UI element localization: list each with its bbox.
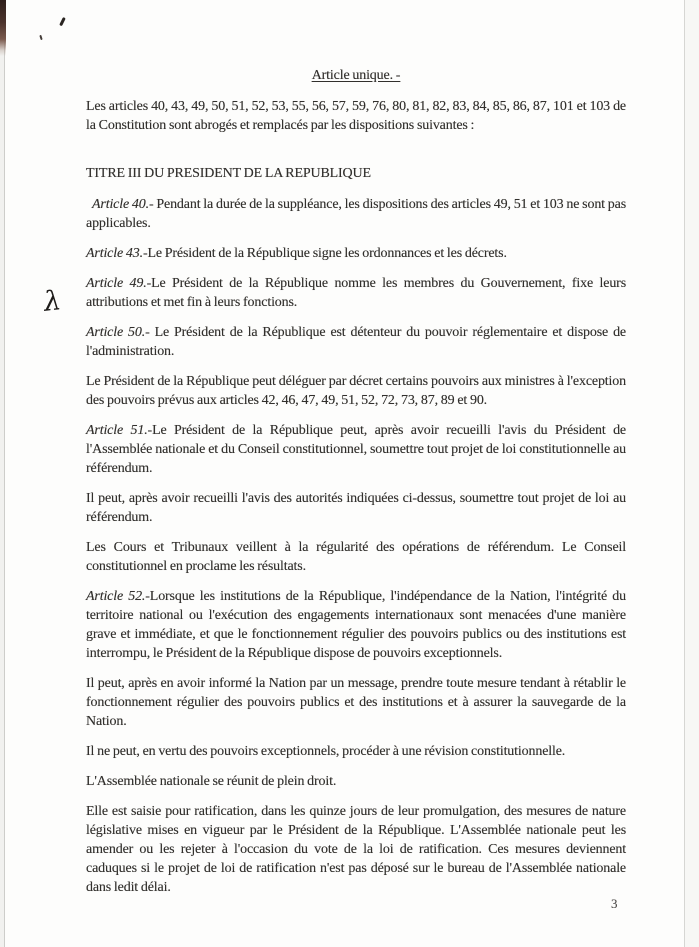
article-40-lead: Article 40.-: [92, 197, 154, 212]
paragraph-article-49: [86, 274, 626, 312]
scan-corner-artifact: [0, 0, 6, 56]
article-49-lead: Article 49.-: [86, 276, 152, 291]
paragraph-article-51: [86, 421, 626, 478]
paragraph-cours-tribunaux: Les Cours et Tribunaux veillent à la régularité des opérations de référendum. Le Conseil constitutionnel en proclame les résultats.: [86, 540, 626, 574]
paragraph-revision-interdite: Il ne peut, en vertu des pouvoirs exceptionnels, procéder à une révision constitutionnelle.: [86, 744, 566, 759]
paragraph-mesures-nation: Il peut, après en avoir informé la Nation par un message, prendre toute mesure tendant à rétablir le fonctionnement régulier des pouvoirs publics et des institutions et à assurer la sauvegarde de la Nation.: [86, 676, 626, 729]
heading-text: Article unique. -: [311, 68, 401, 83]
article-50-lead: Article 50.-: [86, 325, 150, 340]
paragraph-delegation: Le Président de la République peut déléguer par décret certains pouvoirs aux ministres à l'exception des pouvoirs prévus aux articles 42, 46, 47, 49, 51, 52, 72, 73, 87, 89 et 90.: [86, 374, 626, 408]
section-title-titre-iii: TITRE III DU PRESIDENT DE LA REPUBLIQUE: [86, 166, 371, 181]
paragraph-referendum-projet: Il peut, après avoir recueilli l'avis des autorités indiquées ci-dessus, soumettre tout projet de loi au référendum.: [86, 491, 626, 525]
paragraph-article-50: [86, 323, 626, 361]
paragraph-text: Le Président de la République peut, après avoir recueilli l'avis du Président de l'Assemblée nationale et du Conseil constitutionnel, soumettre tout projet de loi constitutionnelle au référendum.: [86, 423, 626, 476]
paragraph-article-52: [86, 587, 626, 663]
paragraph-article-43: [86, 244, 626, 263]
heading-article-unique: [86, 66, 626, 85]
paragraph-text: Le Président de la République signe les ordonnances et les décrets.: [147, 246, 507, 261]
paragraph-text: Le Président de la République est détenteur du pouvoir réglementaire et dispose de l'administration.: [86, 325, 626, 359]
ink-tick-mark: [59, 17, 65, 26]
handwritten-margin-mark: λ: [42, 285, 63, 318]
page-number: 3: [611, 896, 618, 911]
paragraph-intro: Les articles 40, 43, 49, 50, 51, 52, 53, 55, 56, 57, 59, 76, 80, 81, 82, 83, 84, 85, 86, 87, 101 et 103 de la Constitution sont abrogés et remplacés par les dispositions suivantes :: [86, 99, 626, 133]
article-51-lead: Article 51.-: [86, 423, 153, 438]
scan-edge-line-right: [684, 0, 685, 947]
paragraph-assemblee-plein-droit: L'Assemblée nationale se réunit de plein droit.: [86, 774, 337, 789]
paragraph-article-40: [86, 195, 626, 233]
paragraph-text: Le Président de la République nomme les membres du Gouvernement, fixe leurs attributions et met fin à leurs fonctions.: [86, 276, 626, 310]
article-52-lead: Article 52.-: [86, 589, 150, 604]
ink-speck-mark: [39, 35, 42, 40]
paragraph-ratification: Elle est saisie pour ratification, dans les quinze jours de leur promulgation, des mesures de nature législative mises en vigueur par le Président de la République. L'Assemblée nationale peut les amender ou les rejeter à l'occasion du vote de la loi de ratification. Ces mesures deviennent caduques si le projet de loi de ratification n'est pas déposé sur le bureau de l'Assemblée nationale dans ledit délai.: [86, 804, 626, 895]
paragraph-text: Pendant la durée de la suppléance, les dispositions des articles 49, 51 et 103 ne sont pas applicables.: [86, 197, 627, 231]
document-content: [86, 0, 627, 911]
scan-edge-line-left: [4, 0, 5, 947]
scan-edge-shade-right: [685, 0, 699, 947]
paragraph-text: Lorsque les institutions de la République, l'indépendance de la Nation, l'intégrité du territoire national ou l'exécution des engagements internationaux sont menacées d'une manière grave et immédiate, et que le fonctionnement régulier des pouvoirs publics ou des institutions est interrompu, le Président de la République dispose de pouvoirs exceptionnels.: [86, 589, 626, 661]
article-43-lead: Article 43.-: [86, 246, 148, 261]
